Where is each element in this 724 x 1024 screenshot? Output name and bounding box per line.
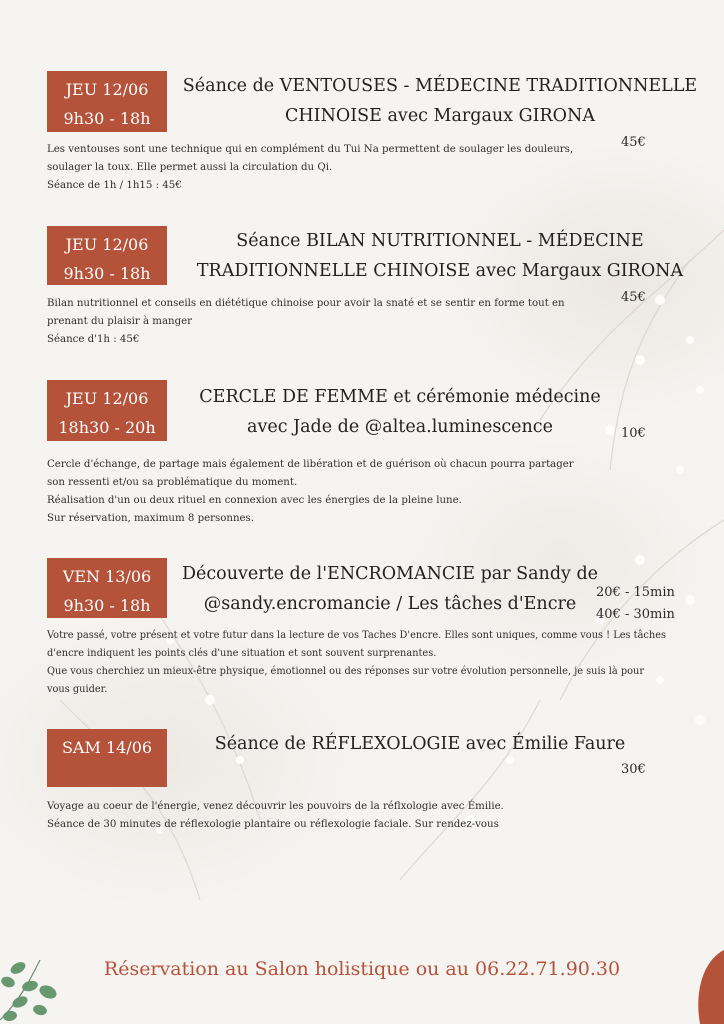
event-description: Votre passé, votre présent et votre futur dans la lecture de vos Taches D'encre. Elles sont uniques, comme vous ! Les tâches d'encre indiquent les points clés d'une situation et sont souvent surprenantes. Que vous cherchiez un mieux-être physique, émotionnel ou des réponses sur votre évolution personnelle, je suis là pour vous guider. [47,630,667,695]
event-title: Séance de VENTOUSES - MÉDECINE TRADITIONNELLE CHINOISE avec Margaux GIRONA [182,76,698,126]
event-description: Bilan nutritionnel et conseils en diététique chinoise pour avoir la snaté et se sentir en forme tout en prenant du plaisir à manger Séance d'1h : 45€ [47,298,565,345]
date-badge [47,558,167,618]
event-price: 45€ [621,135,646,150]
event-day: VEN 13/06 [62,567,152,586]
price-30min: 40€ - 30min [596,607,675,622]
event-day: JEU 12/06 [65,80,149,99]
event-description: Cercle d'échange, de partage mais également de libération et de guérison où chacun pourra partager son ressenti et/ou sa problématique du moment. Réalisation d'un ou deux rituel en connexion avec les énergies de la pleine lune. Sur réservation, maximum 8 personnes. [47,459,574,524]
event-day: JEU 12/06 [65,235,149,254]
event-description: Voyage au coeur de l'énergie, venez découvrir les pouvoirs de la réflxologie avec Émilie. Séance de 30 minutes de réflexologie plantaire ou réflexologie faciale. Sur rendez-vous [47,801,504,830]
date-badge [47,226,167,285]
price-15min: 20€ - 15min [596,585,675,600]
event-price-list [596,582,675,626]
event-time: 9h30 - 18h [63,109,151,128]
event-title: Découverte de l'ENCROMANCIE par Sandy de @sandy.encromancie / Les tâches d'Encre [181,564,599,614]
reservation-footer: Réservation au Salon holistique ou au 06.22.71.90.30 [103,958,621,980]
event-title: CERCLE DE FEMME et cérémonie médecine avec Jade de @altea.luminescence [199,387,601,437]
event-title: Séance de RÉFLEXOLOGIE avec Émilie Faure [214,734,626,754]
date-badge [47,380,167,441]
event-time: 18h30 - 20h [58,418,156,437]
event-description: Les ventouses sont une technique qui en complément du Tui Na permettent de soulager les douleurs, soulager la toux. Elle permet aussi la circulation du Qi. Séance de 1h / 1h15 : 45€ [47,144,574,191]
event-time: 9h30 - 18h [63,596,151,615]
event-price: 30€ [621,762,646,777]
date-badge [47,71,167,132]
corner-shape-decoration [694,950,724,1024]
event-price: 45€ [621,290,646,305]
event-time: 9h30 - 18h [63,264,151,283]
eucalyptus-leaves-icon [0,950,80,1024]
date-badge [47,729,167,787]
event-day: JEU 12/06 [65,389,149,408]
event-price: 10€ [621,426,646,441]
event-day: SAM 14/06 [61,738,153,757]
event-title: Séance BILAN NUTRITIONNEL - MÉDECINE TRADITIONNELLE CHINOISE avec Margaux GIRONA [196,231,684,281]
